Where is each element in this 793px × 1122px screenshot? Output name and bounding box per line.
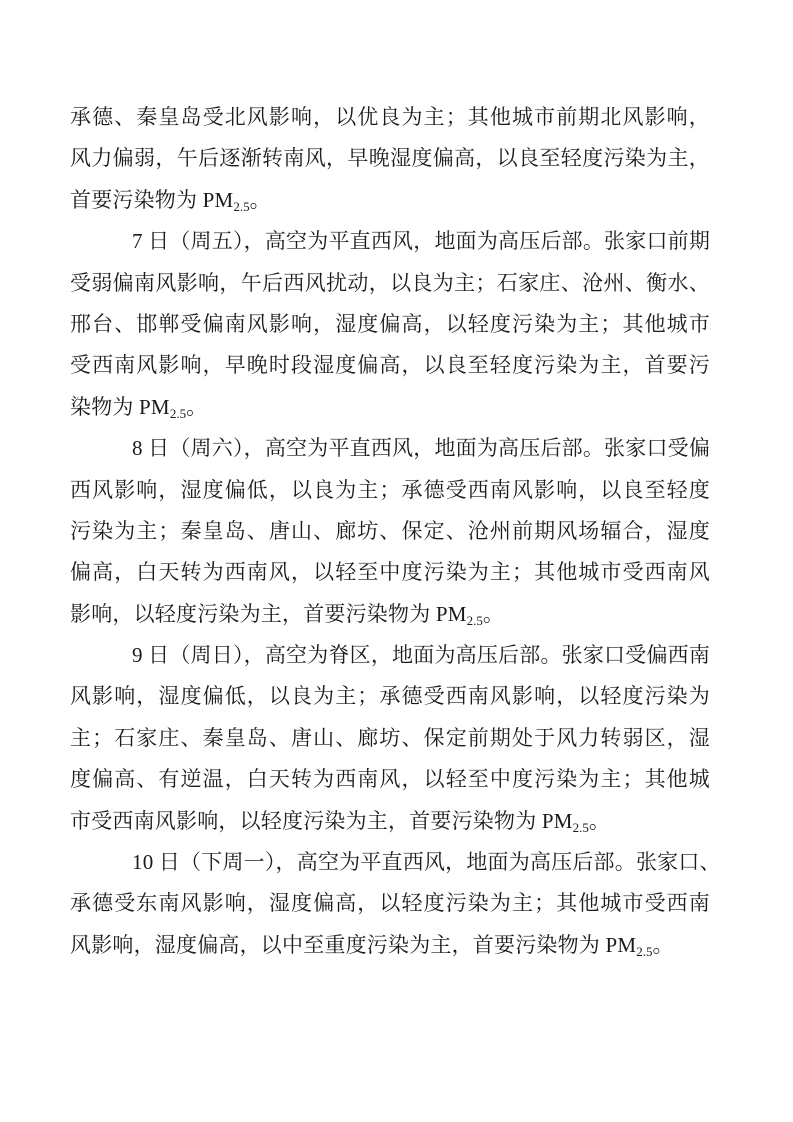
document-line: 风影响，湿度偏高，以中至重度污染为主，首要污染物为 $PM_{2.5}$。 xyxy=(70,932,674,959)
document-line: 影响，以轻度污染为主，首要污染物为 $PM_{2.5}$。 xyxy=(70,601,505,628)
paragraph xyxy=(70,428,710,635)
paragraph xyxy=(70,635,710,842)
pm25-subscript: 2.5 xyxy=(636,943,653,959)
document-line: 7 日（周五），高空为平直西风，地面为高压后部。张家口前期 xyxy=(132,229,711,254)
document-line: 首要污染物为 $PM_{2.5}$。 xyxy=(70,187,271,214)
pm25-subscript: 2.5 xyxy=(233,198,250,214)
document-line: 9 日（周日），高空为脊区，地面为高压后部。张家口受偏西南 xyxy=(132,643,711,668)
document-line: 偏高，白天转为西南风，以轻至中度污染为主；其他城市受西南风 xyxy=(70,560,710,585)
document-line: 受弱偏南风影响，午后西风扰动，以良为主；石家庄、沧州、衡水、 xyxy=(70,270,710,295)
document-line: 染物为 $PM_{2.5}$。 xyxy=(70,394,208,421)
pm25-subscript: 2.5 xyxy=(169,405,187,421)
paragraph xyxy=(70,842,721,966)
document-line: 承德、秦皇岛受北风影响，以优良为主；其他城市前期北风影响， xyxy=(70,105,710,129)
document-line: 度偏高、有逆温，白天转为西南风，以轻至中度污染为主；其他城 xyxy=(70,767,710,792)
document-line: 10 日（下周一），高空为平直西风，地面为高压后部。张家口、 xyxy=(132,850,721,875)
document-line: 风影响，湿度偏低，以良为主；承德受西南风影响，以轻度污染为 xyxy=(70,684,710,709)
pm25-subscript: 2.5 xyxy=(572,819,589,835)
document-line: 主；石家庄、秦皇岛、唐山、廊坊、保定前期处于风力转弱区，湿 xyxy=(70,725,710,750)
document-line: 承德受东南风影响，湿度偏高，以轻度污染为主；其他城市受西南 xyxy=(70,891,710,916)
document-body xyxy=(70,97,721,966)
document-line: 受西南风影响，早晚时段湿度偏高，以良至轻度污染为主，首要污 xyxy=(70,353,710,378)
document-line: 邢台、邯郸受偏南风影响，湿度偏高，以轻度污染为主；其他城市 xyxy=(70,311,710,336)
paragraph xyxy=(70,221,710,428)
document-line: 8 日（周六），高空为平直西风，地面为高压后部。张家口受偏 xyxy=(132,436,711,461)
document-line: 西风影响，湿度偏低，以良为主；承德受西南风影响，以良至轻度 xyxy=(70,477,710,502)
paragraph xyxy=(70,97,710,221)
document-line: 污染为主；秦皇岛、唐山、廊坊、保定、沧州前期风场辐合，湿度 xyxy=(70,518,710,543)
document-line: 市受西南风影响，以轻度污染为主，首要污染物为 $PM_{2.5}$。 xyxy=(70,808,611,835)
document-line: 风力偏弱，午后逐渐转南风，早晚湿度偏高，以良至轻度污染为主， xyxy=(70,146,710,171)
pm25-subscript: 2.5 xyxy=(466,612,483,628)
